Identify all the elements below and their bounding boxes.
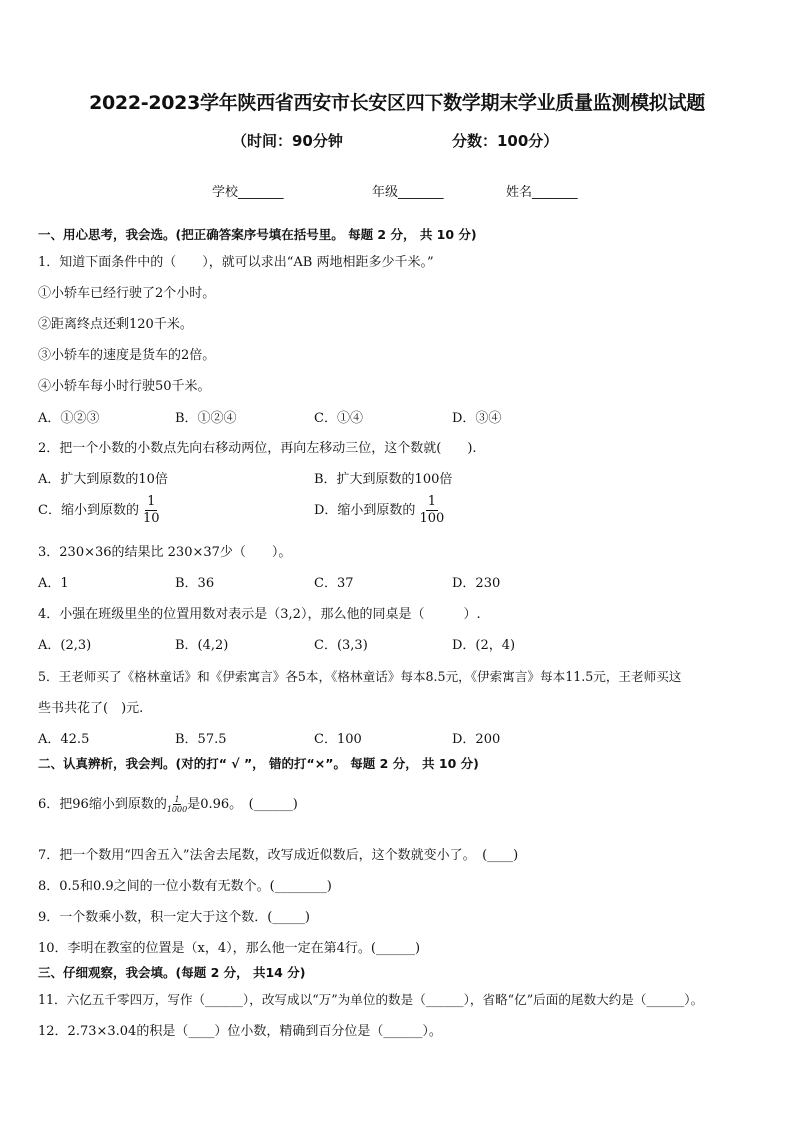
question-8: 8．0.5和0.9之间的一位小数有无数个。(________) xyxy=(38,879,332,894)
option-c: C．①④ xyxy=(314,411,363,426)
option-c xyxy=(38,494,162,527)
fraction-denominator: 10 xyxy=(142,511,160,526)
option-c-text: C．缩小到原数的 xyxy=(38,503,139,518)
option-b: B．①②④ xyxy=(175,411,237,426)
fraction-numerator: 1 xyxy=(427,494,436,509)
option-a: A．1 xyxy=(38,576,69,591)
option-d: D．200 xyxy=(452,732,501,747)
option-c: C．100 xyxy=(314,732,362,747)
option-c: C．(3,3) xyxy=(314,638,368,653)
condition-3: ③小轿车的速度是货车的2倍。 xyxy=(38,348,216,363)
question-6-tail: 是0.96。 (______) xyxy=(187,797,298,812)
name-field: 姓名_______ xyxy=(506,185,578,200)
option-a: A．扩大到原数的10倍 xyxy=(38,472,168,487)
section-heading: 三、仔细观察，我会填。(每题 2 分， 共14 分) xyxy=(38,965,306,980)
condition-1: ①小轿车已经行驶了2个小时。 xyxy=(38,286,216,301)
exam-title: 2022-2023学年陕西省西安市长安区四下数学期末学业质量监测模拟试题 xyxy=(89,92,705,114)
fraction-denominator: 1000 xyxy=(166,805,188,814)
fraction-denominator: 100 xyxy=(419,511,445,526)
condition-4: ④小轿车每小时行驶50千米。 xyxy=(38,379,211,394)
question-12: 12．2.73×3.04的积是（____）位小数，精确到百分位是（______）。 xyxy=(38,1024,442,1039)
question-6-text: 6．把96缩小到原数的 xyxy=(38,797,167,812)
grade-field: 年级_______ xyxy=(372,185,444,200)
question-6 xyxy=(38,793,298,814)
option-a: A．①②③ xyxy=(38,411,100,426)
school-field: 学校_______ xyxy=(212,185,284,200)
fraction xyxy=(141,494,162,527)
question-7: 7．把一个数用“四舍五入”法舍去尾数，改写成近似数后，这个数就变小了。 (____) xyxy=(38,848,519,863)
section-heading: 一、用心思考，我会选。(把正确答案序号填在括号里。 每题 2 分， 共 10 分) xyxy=(38,227,477,242)
option-d xyxy=(314,494,446,527)
fraction-numerator: 1 xyxy=(147,494,156,509)
fraction xyxy=(417,494,446,527)
option-d: D．(2，4) xyxy=(452,638,516,653)
question-9: 9．一个数乘小数，积一定大于这个数．(_____) xyxy=(38,910,310,925)
question-10: 10．李明在教室的位置是（x，4），那么他一定在第4行。(______) xyxy=(38,941,421,956)
question-5: 5．王老师买了《格林童话》和《伊索寓言》各5本，《格林童话》每本8.5元，《伊索寓言》每本11.5元，王老师买这 xyxy=(38,669,682,684)
question-1: 1．知道下面条件中的（ ），就可以求出“AB 两地相距多少千米。” xyxy=(38,255,434,270)
exam-time: （时间：90分钟 xyxy=(232,132,343,150)
section-heading: 二、认真辨析，我会判。(对的打“ √ ”， 错的打“×”。 每题 2 分， 共 10 分) xyxy=(38,756,479,771)
option-b: B．36 xyxy=(175,576,215,591)
fraction xyxy=(167,795,187,814)
option-d: D．③④ xyxy=(452,411,502,426)
question-4: 4．小强在班级里坐的位置用数对表示是（3,2），那么他的同桌是（ ）. xyxy=(38,607,481,622)
question-5-continued: 些书共花了( )元. xyxy=(38,701,144,716)
option-d-text: D．缩小到原数的 xyxy=(314,503,416,518)
question-11: 11．六亿五千零四万，写作（______），改写成以“万”为单位的数是（______），省略“亿”后面的尾数大约是（______）。 xyxy=(38,992,704,1007)
question-2: 2．把一个小数的小数点先向右移动两位，再向左移动三位，这个数就( ). xyxy=(38,441,477,456)
fraction-numerator: 1 xyxy=(174,795,180,804)
exam-score: 分数：100分） xyxy=(452,132,559,150)
option-a: A．(2,3) xyxy=(38,638,92,653)
option-b: B．扩大到原数的100倍 xyxy=(314,472,453,487)
option-a: A．42.5 xyxy=(38,732,90,747)
option-d: D．230 xyxy=(452,576,501,591)
question-3: 3．230×36的结果比 230×37少（ ）。 xyxy=(38,545,292,560)
option-b: B．57.5 xyxy=(175,732,227,747)
option-c: C．37 xyxy=(314,576,354,591)
option-b: B．(4,2) xyxy=(175,638,229,653)
condition-2: ②距离终点还剩120千米。 xyxy=(38,317,193,332)
